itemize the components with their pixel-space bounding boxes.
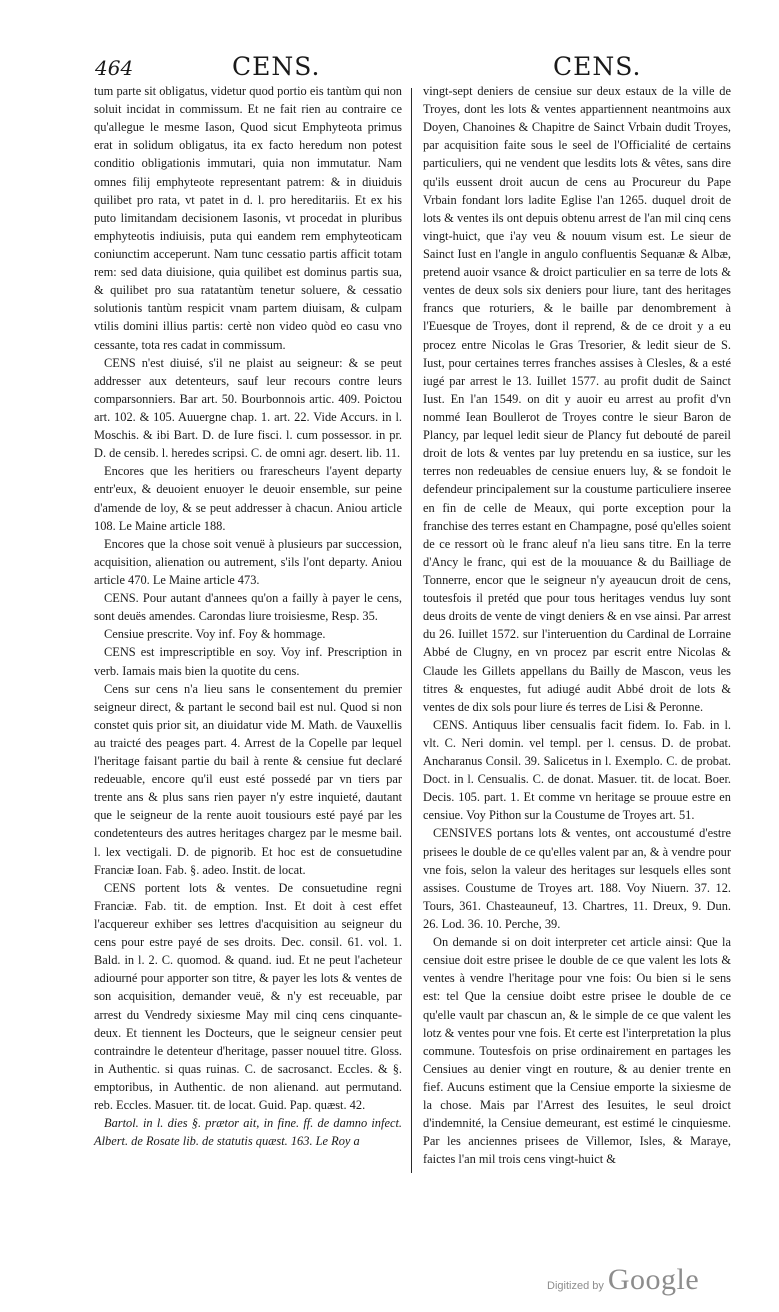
paragraph: Cens sur cens n'a lieu sans le consentement du premier seigneur direct, & partant le second bail est nul. Quod si non constet quis prior sit, an diuidatur vide M. Math. de Vauxellis au traicté des peages part. 4. Arrest de la Copelle par lequel l'heritage faisant partie du bail à rente & censiue fut declaré redeuable, encore qu'il eust esté possedé par vn tiers par trente ans & plus sans rien payer n'y estre inquieté, dautant que le seigneur de la rente auoit tousiours esté payé par les condetenteurs des autres heritages chargez par le mesme bail. l. lex vectigali. D. de pignorib. Et hoc est de consuetudine Franciæ Ioan. Fab. §. adeo. Instit. de locat. <box>94 681 402 877</box>
paragraph: tum parte sit obligatus, videtur quod portio eis tantùm qui non soluit incidat in commissum. Et ne fait rien au contraire ce qu'allegue le mesme Iason, Quod sicut Emphyteota primus erat in solidum obligatus, ita ex facto heredum non potest conditio obligationis immutari, quia non immutatur. Nam omnes filij emphyteote representant patrem: & in diuiduis quilibet pro rata, vt patet in d. l. pro hereditariis. Et ex his puto limitandam decisionem Iasonis, vt procedat in pluribus emphyteotis indiuisis, puta qui eandem rem emphyteoticam coniunctim acceperunt. Nam tunc cessatio partis afficit totam rem: sed data diuisione, quia quilibet est dominus partis sua, & quilibet pro sua ratatantùm tenetur soluere, & cessatio solutionis tantùm respicit vnam partem diuisam, & culpam vtilis domini illius partis: certè non video quòd eo casu vno cessante, tota res cadat in commissum. <box>94 84 402 352</box>
paragraph: CENS portent lots & ventes. De consuetudine regni Franciæ. Fab. tit. de emption. Inst. Et doit à cest effet l'acquereur exhiber ses lettres d'acquisition au seigneur du cens pour estre payé de ses droits. Dec. consil. 61. vol. 1. Bald. in l. 2. C. quomod. & quand. iud. Et ne peut l'acheteur adiourné pour apporter son titre, & payer les lots & ventes de son acquisition, demander veuë, & n'y est receuable, par arrest du Vendredy sixiesme May mil cinq cens cinquante-deux. Et tiennent les Docteurs, que le seigneur censier peut contraindre le detenteur d'heritage, passer nouuel titre. Gloss. in Authentic. si quas ruinas. C. de sacrosanct. Eccles. & §. emptoribus, in Authentic. de non alienand. aut permutand. reb. Eccles. Masuer. tit. de locat. Guid. Pap. quæst. 42. <box>94 880 402 1113</box>
paragraph: CENS. Antiquus liber censualis facit fidem. Io. Fab. in l. vlt. C. Neri domin. vel templ. per l. census. D. de probat. Ancharanus Consil. 39. Salicetus in l. Exemplo. C. de probat. Doct. in l. Censualis. C. de donat. Masuer. tit. de locat. Boer. Decis. 105. part. 1. Et comme vn heritage se prouue estre en censiue. Voy Pithon sur la Coustume de Troyes art. 51. <box>423 717 731 823</box>
paragraph: Bartol. in l. dies §. prætor ait, in fine. ff. de damno infect. Albert. de Rosate lib. de statutis quæst. 163. Le Roy a <box>94 1116 402 1149</box>
paragraph: CENSIVES portans lots & ventes, ont accoustumé d'estre prisees le double de ce qu'elles valent par an, & à vendre pour vne fois, selon la valeur des heritages sur lesquels elles sont assises. Coustume de Troyes art. 188. Voy Niuern. 37. 12. Tours, 361. Chasteauneuf, 13. Chartres, 11. Dreux, 9. Dun. 26. Lod. 36. 10. Perche, 39. <box>423 826 731 932</box>
page-number: 464 <box>95 56 134 80</box>
running-head-left: CENS. <box>232 52 321 81</box>
column-divider <box>411 88 412 1173</box>
paragraph: CENS n'est diuisé, s'il ne plaist au seigneur: & se peut addresser aux detenteurs, sauf leur recours contre leurs comparsonniers. Bar art. 50. Bourbonnois artic. 409. Poictou art. 102. & 105. Auuergne chap. 1. art. 22. Vide Accurs. in l. Moschis. & ibi Bart. D. de Iure fisci. l. cum possessor. in pr. D. de censib. l. heredes scripsi. C. de omni agr. desert. lib. 11. <box>94 355 402 461</box>
left-column <box>94 82 402 1150</box>
paragraph: Encores que les heritiers ou frarescheurs l'ayent departy entr'eux, & deuoient enuoyer le deuoir ensemble, sur peine d'amende de loy, & se peut addresser à chacun. Aniou article 108. Le Maine article 188. <box>94 464 402 533</box>
running-head-right: CENS. <box>553 52 642 81</box>
google-watermark <box>547 1263 699 1297</box>
paragraph: Encores que la chose soit venuë à plusieurs par succession, acquisition, alienation ou autrement, s'ils l'ont departy. Aniou article 470. Le Maine article 473. <box>94 536 402 587</box>
paragraph: vingt-sept deniers de censiue sur deux estaux de la ville de Troyes, dont les lots & ventes appartiennent neantmoins aux Doyen, Chanoines & Chapitre de Sainct Vrbain dudit Troyes, par acquisition faite sous le seel de l'Officialité de certains particuliers, qui ne vendent que lesdits lots & vêtes, sans dire qu'ils eussent droit aucun de cens au Procureur du Pape Vrbain fondant lors ladite Eglise l'an 1265. duquel droit de lots & ventes ils ont depuis obtenu arrest de l'an mil cinq cens vingt-huict, que i'ay veu & nouum visum est. Le sieur de Sainct Iust en l'angle in angulo confluentis Sequanæ & Albæ, pretend auoir vsance & droict particulier en sa terre de lots & ventes de deux sols six deniers pour liure, tant des heritages francs que roturiers, & le baille par denombrement à l'Euesque de Troyes, dont il reprend, & de ce droit y a eu procez entre Nicolas le Gras Tresorier, & ledit sieur de S. Iust, pour certaines terres franches assises à Clesles, & a esté iugé par arrest le 13. Iuillet 1577. au profit dudit de Sainct Iust. En l'an 1549. on dit y auoir eu arrest au profit d'vn nommé Iean Boullerot de Troyes contre le sieur Baron de Plancy, par lequel ledit sieur de Plancy fut debouté de pareil droit de lots & ventes par luy pretendu en sa iustice, sur les terres non redeuables de censiue enuers luy, & se fondoit le defendeur principalement sur la coustume particuliere inseree en fin de celle de Meaux, qui porte exception pour la franchise des terres estant en Champagne, posé qu'elles soient de ce ressort où le franc aleuf n'a lieu sans titre. En la terre d'Ancy le franc, qui est de la mouuance & du Bailliage de Tonnerre, encor que le seigneur n'y ayeaucun droit de cens, toutesfois il pretéd que pour tous heritages vendus luy sont deus droits de vente de vingt deniers & en vse ainsi. Par arrest du 26. Iuillet 1572. sur l'interuention du Cardinal de Lorraine Abbé de Clugny, en vn procez par escrit entre Nicolas & Claude les Gillets appellans du Bailly de Mascon, veus les titres & enquestes, fut adiugé audit Abbé droit de lots & ventes de dix sols pour liure és terres de Lisi & Peronne. <box>423 84 731 714</box>
paragraph: CENS est imprescriptible en soy. Voy inf. Prescription in verb. Iamais mais bien la quotite du cens. <box>94 645 402 678</box>
watermark-prefix: Digitized by <box>547 1280 604 1292</box>
paragraph: Censiue prescrite. Voy inf. Foy & hommage. <box>104 627 326 642</box>
google-logo: Google <box>607 1263 700 1296</box>
right-column <box>423 82 731 1169</box>
paragraph: CENS. Pour autant d'annees qu'on a failly à payer le cens, sont deuës amendes. Carondas liure troisiesme, Resp. 35. <box>94 591 402 624</box>
paragraph: On demande si on doit interpreter cet article ainsi: Que la censiue doit estre prisee le double de ce que valent les lots & ventes à vendre l'heritage pour vne fois: Ou bien si le sens est: tel Que la censiue doibt estre prisee le double de ce qu'elle vault par chascun an, & le simple de ce que valent les lotz & ventes pour vne fois. Et certe est l'interpretation la plus commune. Toutesfois on prise ordinairement en partages les Censiues au denier vingt en routure, & au denier trente en fief. Aucuns estiment que la Censiue emporte la sixiesme de la chose. Mais par l'Arrest des Iesuites, le seul droict d'indemnité, la Censiue demeurant, est estimé le cinquiesme. Par les anciennes prisees de Villemor, Isles, & Maraye, faictes l'an mil trois cens vingt-huict & <box>423 935 731 1167</box>
